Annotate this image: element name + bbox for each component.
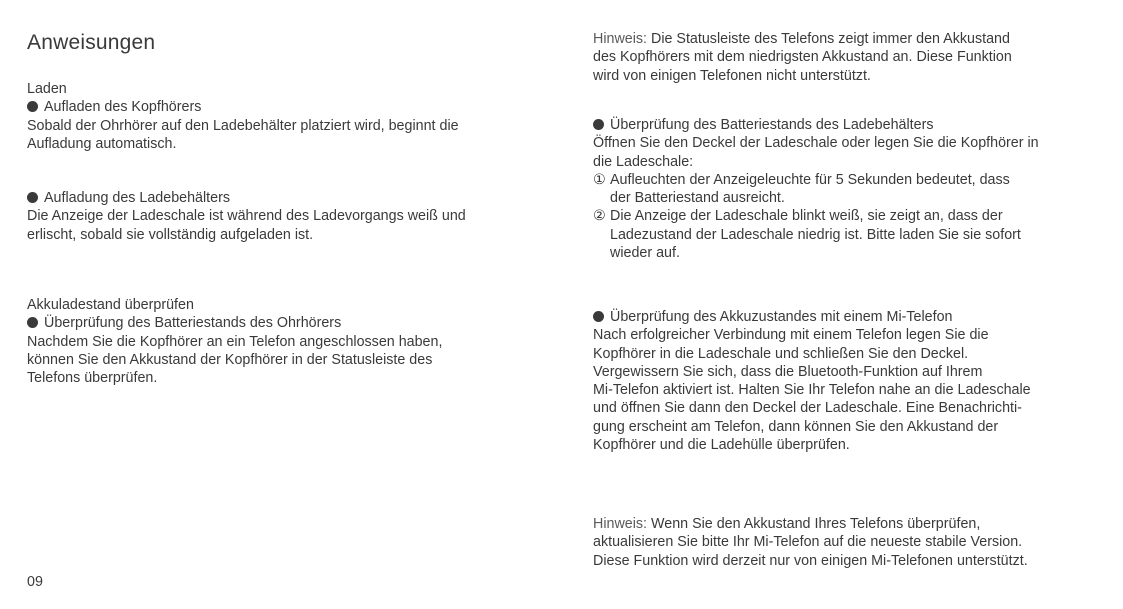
bullet-earphone-battery — [27, 314, 547, 332]
step-text: der Batteriestand ausreicht. — [610, 190, 785, 207]
bullet-icon — [27, 317, 38, 328]
step-number: ① — [593, 171, 606, 188]
step-two — [593, 207, 1113, 225]
paragraph-line: des Kopfhörers mit dem niedrigsten Akkustand an. Diese Funktion — [593, 49, 1012, 66]
bullet-title: Überprüfung des Batteriestands des Ohrhörers — [44, 315, 342, 332]
page-number: 09 — [27, 574, 43, 590]
paragraph-line: Nachdem Sie die Kopfhörer an ein Telefon angeschlossen haben, — [27, 333, 443, 350]
bullet-icon — [27, 192, 38, 203]
note-text: Die Statusleiste des Telefons zeigt immer den Akkustand — [647, 31, 1010, 47]
note-text: Wenn Sie den Akkustand Ihres Telefons überprüfen, — [647, 516, 981, 532]
paragraph-line: Vergewissern Sie sich, dass die Bluetooth-Funktion auf Ihrem — [593, 363, 983, 380]
paragraph-line: Öffnen Sie den Deckel der Ladeschale oder legen Sie die Kopfhörer in — [593, 135, 1039, 152]
bullet-title: Überprüfung des Batteriestands des Ladebehälters — [610, 117, 934, 133]
bullet-icon — [27, 101, 38, 112]
section-case-battery — [593, 116, 1113, 262]
paragraph-line: Mi-Telefon aktiviert ist. Halten Sie Ihr Telefon nahe an die Ladeschale — [593, 382, 1031, 399]
note-line — [593, 30, 1113, 48]
paragraph-line: Kopfhörer in die Ladeschale und schließen Sie den Deckel. — [593, 345, 969, 362]
section-case-charging — [27, 189, 547, 244]
step-text: Ladezustand der Ladeschale niedrig ist. Bitte laden Sie sie sofort — [610, 226, 1021, 243]
paragraph-line: und öffnen Sie dann den Deckel der Ladeschale. Eine Benachrichti- — [593, 400, 1022, 417]
step-text: Die Anzeige der Ladeschale blinkt weiß, sie zeigt an, dass der — [610, 208, 1003, 225]
page-title: Anweisungen — [27, 31, 156, 54]
bullet-earphone-charging — [27, 98, 547, 116]
section-battery-check — [27, 296, 547, 387]
bullet-title: Aufladung des Ladebehälters — [44, 190, 231, 206]
paragraph-line: erlischt, sobald sie vollständig aufgeladen ist. — [27, 226, 314, 243]
paragraph-line: Kopfhörer und die Ladehülle überprüfen. — [593, 437, 850, 454]
section-charging — [27, 80, 547, 153]
note-status-bar — [593, 30, 1113, 85]
paragraph-line: können Sie den Akkustand der Kopfhörer in der Statusleiste des — [27, 351, 433, 368]
bullet-mi-phone — [593, 308, 1113, 326]
bullet-icon — [593, 119, 604, 130]
paragraph-line: wird von einigen Telefonen nicht unterstützt. — [593, 67, 871, 84]
step-one — [593, 171, 1113, 189]
paragraph-line: Die Anzeige der Ladeschale ist während des Ladevorgangs weiß und — [27, 208, 466, 225]
paragraph-line: Aufladung automatisch. — [27, 135, 177, 152]
note-label: Hinweis: — [593, 516, 648, 532]
note-update — [593, 515, 1113, 570]
bullet-case-battery — [593, 116, 1113, 134]
section-heading-charging: Laden — [27, 81, 67, 97]
paragraph-line: die Ladeschale: — [593, 153, 694, 170]
note-line — [593, 515, 1113, 533]
paragraph-line: Telefons überprüfen. — [27, 370, 158, 387]
bullet-case-charging — [27, 189, 547, 207]
step-number: ② — [593, 208, 606, 225]
section-mi-phone — [593, 308, 1113, 454]
step-text: Aufleuchten der Anzeigeleuchte für 5 Sekunden bedeutet, dass — [610, 171, 1010, 188]
bullet-title: Aufladen des Kopfhörers — [44, 99, 202, 116]
bullet-icon — [593, 311, 604, 322]
paragraph-line: Diese Funktion wird derzeit nur von einigen Mi-Telefonen unterstützt. — [593, 552, 1028, 569]
note-label: Hinweis: — [593, 31, 648, 47]
paragraph-line: aktualisieren Sie bitte Ihr Mi-Telefon auf die neueste stabile Version. — [593, 534, 1023, 551]
paragraph-line: Nach erfolgreicher Verbindung mit einem Telefon legen Sie die — [593, 327, 989, 344]
bullet-title: Überprüfung des Akkuzustandes mit einem Mi-Telefon — [610, 309, 953, 325]
section-heading-battery: Akkuladestand überprüfen — [27, 297, 194, 313]
paragraph-line: gung erscheint am Telefon, dann können Sie den Akkustand der — [593, 418, 999, 435]
step-text: wieder auf. — [610, 245, 680, 262]
paragraph-line: Sobald der Ohrhörer auf den Ladebehälter platziert wird, beginnt die — [27, 117, 459, 134]
